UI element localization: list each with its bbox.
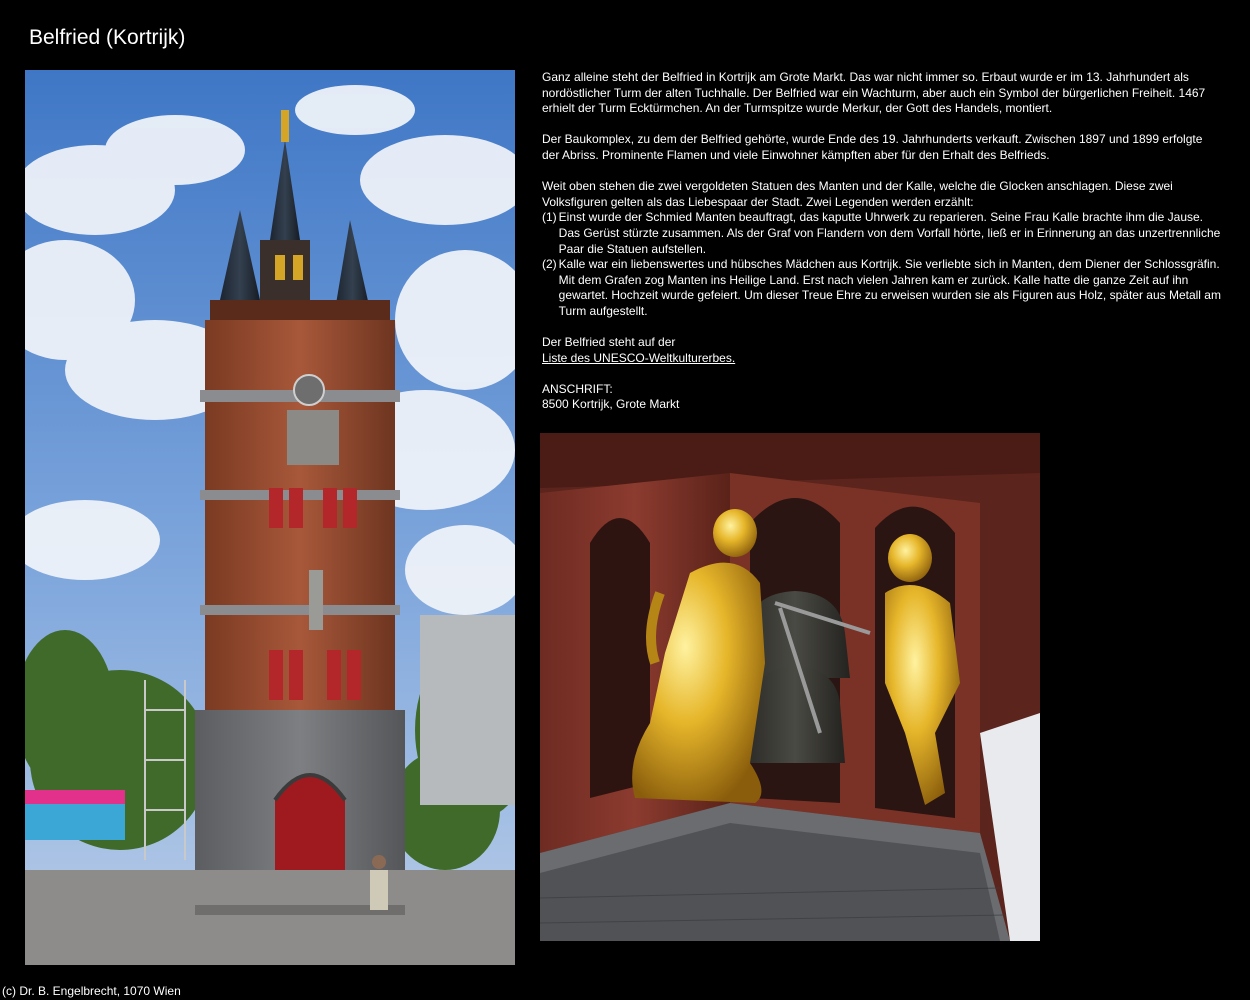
- golden-statues-photo: [540, 433, 1040, 941]
- unesco-intro: Der Belfried steht auf der: [542, 335, 676, 350]
- legend-item-2: [542, 257, 1222, 319]
- page-title: Belfried (Kortrijk): [29, 26, 186, 49]
- belfry-tower-photo: [25, 70, 515, 965]
- legend-text-2: Kalle war ein liebenswertes und hübsches Mädchen aus Kortrijk. Sie verliebte sich in Manten, dem Diener der Schlossgräfin. Mit dem Grafen zog Manten ins Heilige Land. Erst nach vielen Jahren kam er zurück. Kalle hatte die ganze Zeit auf ihn gewartet. Hochzeit wurde gefeiert. Um dieser Treue Ehre zu erweisen wurden sie als Figuren aus Holz, später aus Metall am Turm aufgestellt.: [558, 257, 1221, 318]
- legend-number-1: (1): [542, 210, 557, 225]
- address-value: 8500 Kortrijk, Grote Markt: [542, 397, 680, 412]
- unesco-link[interactable]: Liste des UNESCO-Weltkulturerbes.: [542, 350, 736, 365]
- legend-item-1: [542, 210, 1222, 257]
- legend-text-1: Einst wurde der Schmied Manten beauftragt, das kaputte Uhrwerk zu reparieren. Seine Frau Kalle brachte ihm die Jause. Das Gerüst stürzte zusammen. Als der Graf von Flandern von dem Vorfall hörte, ließ er in Erinnerung an das unzertrennliche Paar die Statuen aufstellen.: [558, 210, 1221, 256]
- paragraph-statues: Weit oben stehen die zwei vergoldeten Statuen des Manten und der Kalle, welche die Glocken anschlagen. Diese zwei Volksfiguren gelten als das Liebespaar der Stadt. Zwei Legenden werden erzählt:: [542, 179, 1173, 209]
- address-label: ANSCHRIFT:: [542, 381, 613, 396]
- legend-number-2: (2): [542, 257, 557, 272]
- copyright-footer: (c) Dr. B. Engelbrecht, 1070 Wien: [2, 984, 181, 998]
- paragraph-demolition: Der Baukomplex, zu dem der Belfried gehörte, wurde Ende des 19. Jahrhunderts verkauft. Zwischen 1897 und 1899 erfolgte der Abriss. Prominente Flamen und viele Einwohner kämpften aber für den Erhalt des Belfrieds.: [542, 132, 1203, 162]
- description-text: [542, 70, 1222, 413]
- paragraph-history: Ganz alleine steht der Belfried in Kortrijk am Grote Markt. Das war nicht immer so. Erbaut wurde er im 13. Jahrhundert als nordöstlicher Turm der alten Tuchhalle. Der Belfried war ein Wachturm, aber auch ein Symbol der bürgerlichen Freiheit. 1467 erhielt der Turm Ecktürmchen. An der Turmspitze wurde Merkur, der Gott des Handels, montiert.: [542, 70, 1206, 116]
